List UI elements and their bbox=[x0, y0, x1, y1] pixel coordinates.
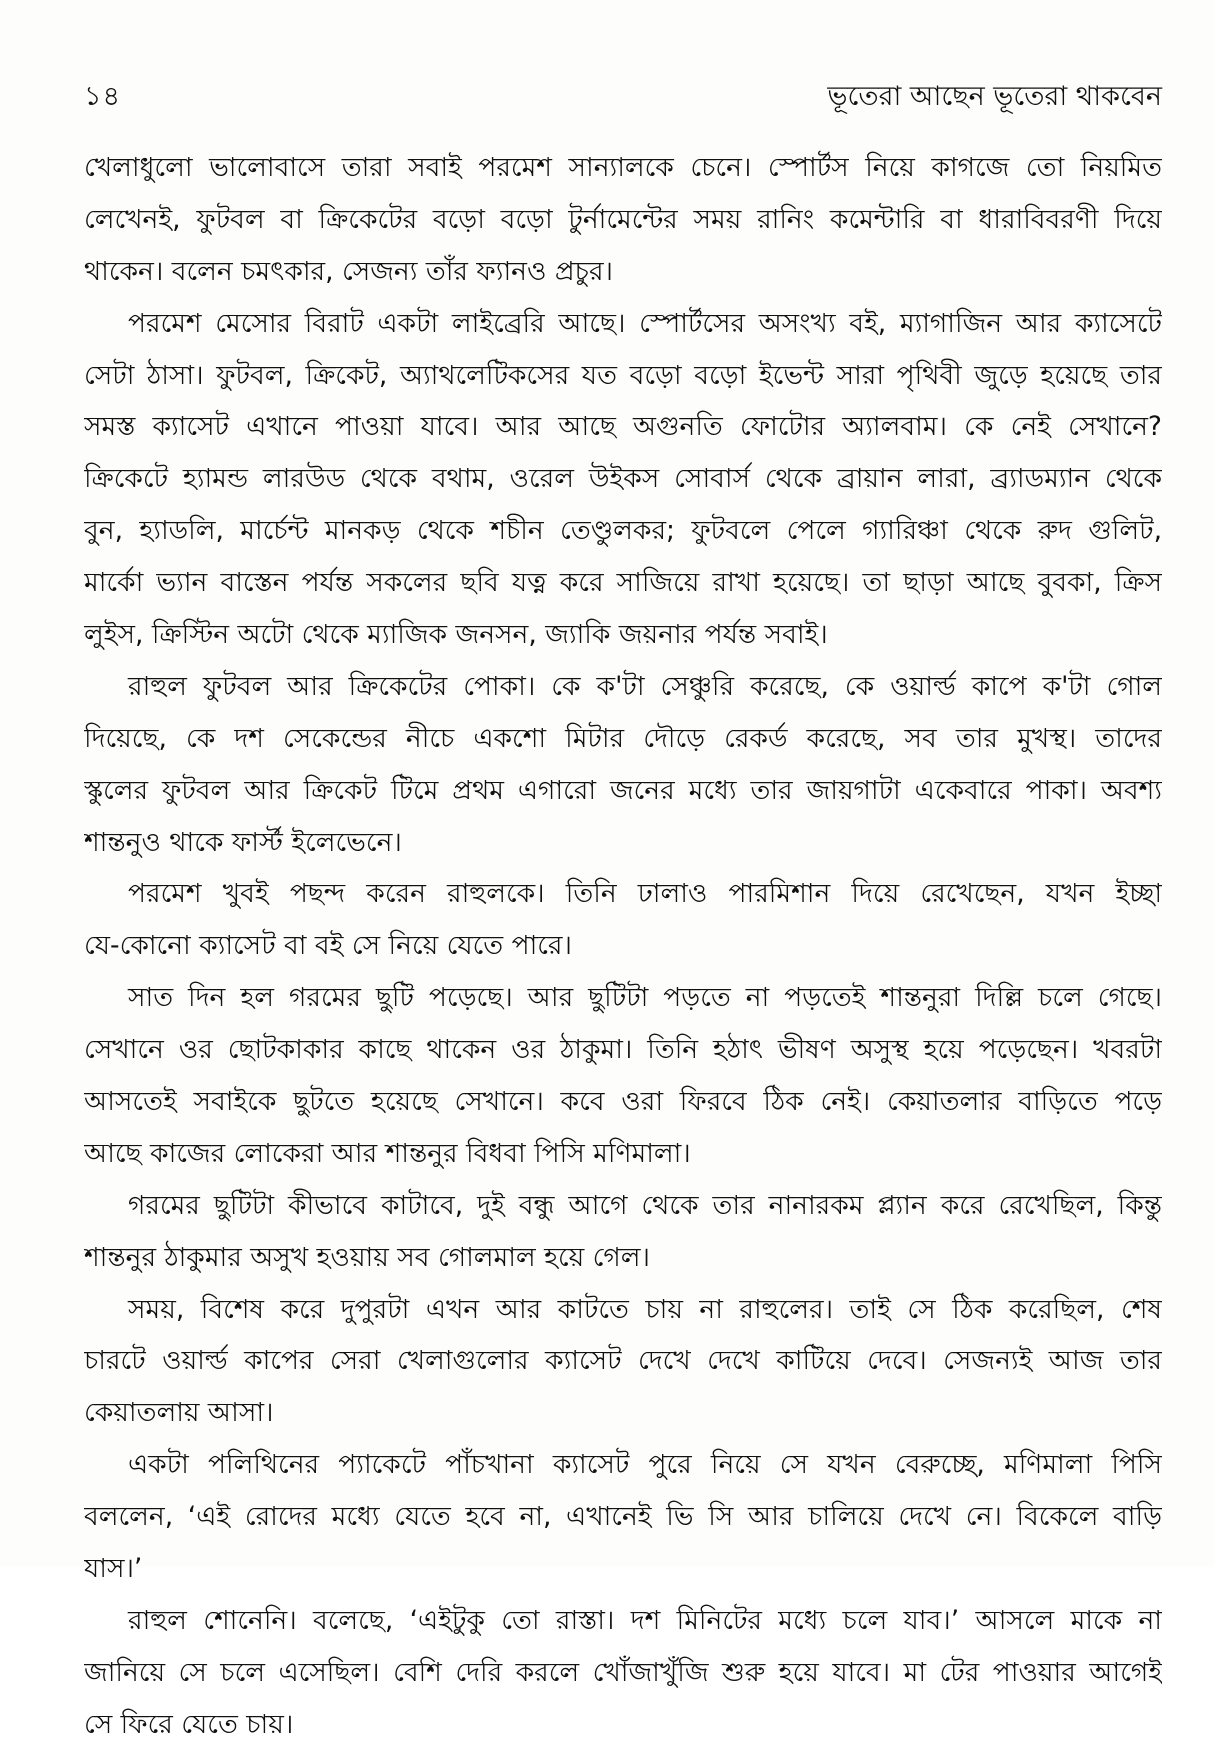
text-line: সেটা ঠাসা। ফুটবল, ক্রিকেট, অ্যাথলেটিকসের যত বড়ো বড়ো ইভেন্ট সারা পৃথিবী জুড়ে হয়েছে তার bbox=[84, 359, 1162, 391]
text-line: বললেন, ‘এই রোদের মধ্যে যেতে হবে না, এখানেই ভি সি আর চালিয়ে দেখে নে। বিকেলে বাড়ি bbox=[84, 1501, 1162, 1533]
text-line: স্কুলের ফুটবল আর ক্রিকেট টিমে প্রথম এগারো জনের মধ্যে তার জায়গাটা একেবারে পাকা। অবশ্য bbox=[84, 774, 1162, 806]
text-line: দিয়েছে, কে দশ সেকেন্ডের নীচে একশো মিটার দৌড়ে রেকর্ড করেছে, সব তার মুখস্থ। তাদের bbox=[84, 722, 1162, 754]
text-line: লেখেনই, ফুটবল বা ক্রিকেটের বড়ো বড়ো টুর্নামেন্টের সময় রানিং কমেন্টারি বা ধারাবিবরণী দিয়ে bbox=[84, 203, 1162, 235]
text-line: কেয়াতলায় আসা। bbox=[84, 1397, 274, 1429]
text-line: যাস।’ bbox=[84, 1553, 143, 1585]
text-line: যে-কোনো ক্যাসেট বা বই সে নিয়ে যেতে পারে। bbox=[84, 930, 572, 962]
text-line: সমস্ত ক্যাসেট এখানে পাওয়া যাবে। আর আছে অগুনতি ফোটোর অ্যালবাম। কে নেই সেখানে? bbox=[84, 411, 1162, 443]
text-line: লুইস, ক্রিস্টিন অটো থেকে ম্যাজিক জনসন, জ্যাকি জয়নার পর্যন্ত সবাই। bbox=[84, 619, 828, 651]
text-line: সে ফিরে যেতে চায়। bbox=[84, 1708, 294, 1740]
paragraph-start-line: একটা পলিথিনের প্যাকেটে পাঁচখানা ক্যাসেট পুরে নিয়ে সে যখন বেরুচ্ছে, মণিমালা পিসি bbox=[128, 1449, 1162, 1481]
paragraph-start-line: সময়, বিশেষ করে দুপুরটা এখন আর কাটতে চায় না রাহুলের। তাই সে ঠিক করেছিল, শেষ bbox=[128, 1293, 1162, 1325]
text-line: আসতেই সবাইকে ছুটতে হয়েছে সেখানে। কবে ওরা ফিরবে ঠিক নেই। কেয়াতলার বাড়িতে পড়ে bbox=[84, 1086, 1162, 1118]
running-title: ভূতেরা আছেন ভূতেরা থাকবেন bbox=[827, 80, 1162, 112]
text-line: শান্তনুর ঠাকুমার অসুখ হওয়ায় সব গোলমাল হয়ে গেল। bbox=[84, 1241, 651, 1273]
page-header bbox=[84, 78, 1162, 118]
page-number: ১৪ bbox=[84, 80, 122, 112]
text-line: বুন, হ্যাডলি, মার্চেন্ট মানকড় থেকে শচীন তেণ্ডুলকর; ফুটবলে পেলে গ্যারিঞ্চা থেকে রুদ গুলিট, bbox=[84, 515, 1162, 547]
text-line: মার্কো ভ্যান বাস্তেন পর্যন্ত সকলের ছবি যত্ন করে সাজিয়ে রাখা হয়েছে। তা ছাড়া আছে বুবকা, ক্রিস bbox=[84, 567, 1162, 599]
paragraph-start-line: পরমেশ মেসোর বিরাট একটা লাইব্রেরি আছে। স্পোর্টসের অসংখ্য বই, ম্যাগাজিন আর ক্যাসেটে bbox=[128, 307, 1162, 339]
text-line: থাকেন। বলেন চমৎকার, সেজন্য তাঁর ফ্যানও প্রচুর। bbox=[84, 255, 614, 287]
body-text bbox=[84, 142, 1162, 1751]
text-line: সেখানে ওর ছোটকাকার কাছে থাকেন ওর ঠাকুমা। তিনি হঠাৎ ভীষণ অসুস্থ হয়ে পড়েছেন। খবরটা bbox=[84, 1034, 1162, 1066]
text-line: শান্তনুও থাকে ফার্স্ট ইলেভেনে। bbox=[84, 826, 402, 858]
text-line: খেলাধুলো ভালোবাসে তারা সবাই পরমেশ সান্যালকে চেনে। স্পোর্টস নিয়ে কাগজে তো নিয়মিত bbox=[84, 152, 1162, 183]
paragraph-start-line: পরমেশ খুবই পছন্দ করেন রাহুলকে। তিনি ঢালাও পারমিশান দিয়ে রেখেছেন, যখন ইচ্ছা bbox=[128, 878, 1162, 910]
paragraph-start-line: গরমের ছুটিটা কীভাবে কাটাবে, দুই বন্ধু আগে থেকে তার নানারকম প্ল্যান করে রেখেছিল, কিন্তু bbox=[128, 1189, 1162, 1221]
text-line: আছে কাজের লোকেরা আর শান্তনুর বিধবা পিসি মণিমালা। bbox=[84, 1137, 691, 1169]
paragraph-start-line: রাহুল ফুটবল আর ক্রিকেটের পোকা। কে ক'টা সেঞ্চুরি করেছে, কে ওয়ার্ল্ড কাপে ক'টা গোল bbox=[128, 670, 1162, 702]
paragraph-start-line: সাত দিন হল গরমের ছুটি পড়েছে। আর ছুটিটা পড়তে না পড়তেই শান্তনুরা দিল্লি চলে গেছে। bbox=[128, 982, 1162, 1014]
text-line: চারটে ওয়ার্ল্ড কাপের সেরা খেলাগুলোর ক্যাসেট দেখে দেখে কাটিয়ে দেবে। সেজন্যই আজ তার bbox=[84, 1345, 1162, 1377]
paragraph-start-line: রাহুল শোনেনি। বলেছে, ‘এইটুকু তো রাস্তা। দশ মিনিটের মধ্যে চলে যাব।’ আসলে মাকে না bbox=[128, 1604, 1162, 1636]
text-line: ক্রিকেটে হ্যামন্ড লারউড থেকে বথাম, ওরেল উইকস সোবার্স থেকে ব্রায়ান লারা, ব্র্যাডম্যান থেকে bbox=[84, 463, 1162, 495]
text-line: জানিয়ে সে চলে এসেছিল। বেশি দেরি করলে খোঁজাখুঁজি শুরু হয়ে যাবে। মা টের পাওয়ার আগেই bbox=[84, 1656, 1162, 1688]
